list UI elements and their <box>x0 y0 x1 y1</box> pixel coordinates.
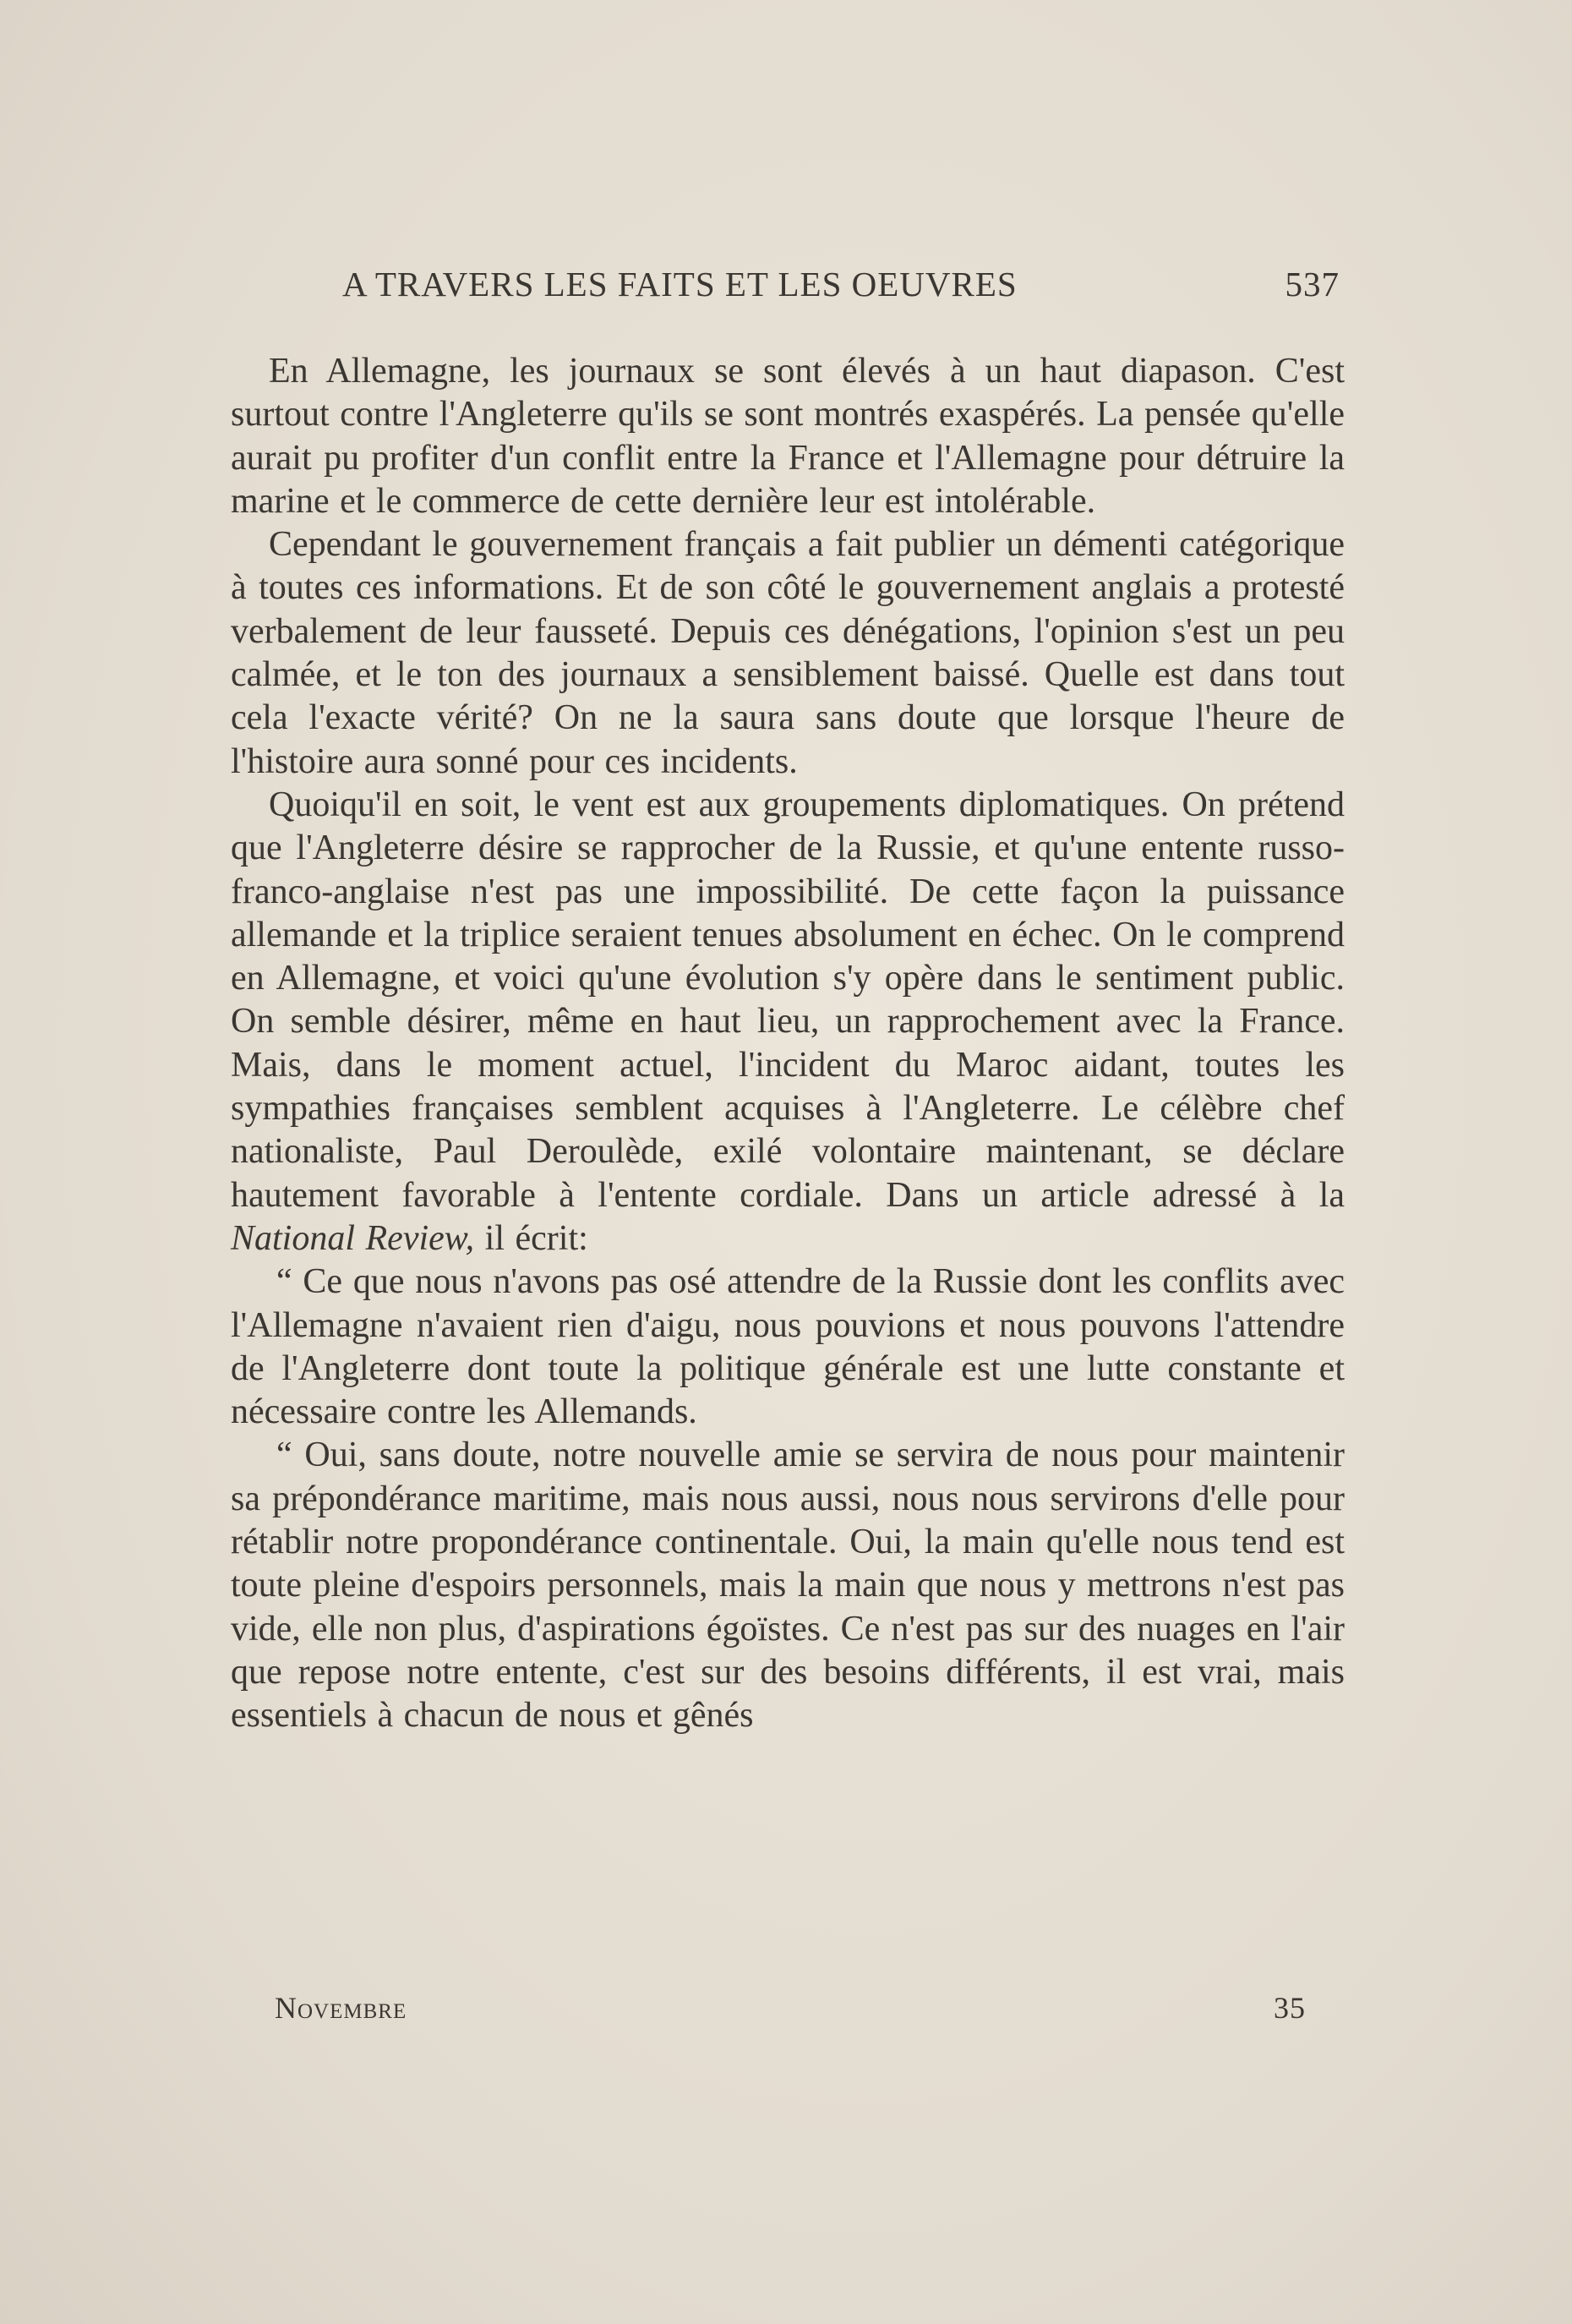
running-head <box>342 264 1340 314</box>
signature-mark: Novembre <box>275 1991 407 2025</box>
paragraph-2: Cependant le gouvernement français a fait publier un démenti catégorique à toutes ces informations. Et de son côté le gouvernement anglais a protesté verbalement de leur fausseté. Depuis ces dénégations, l'opinion s'est un peu calmée, et le ton des journaux a sensiblement baissé. Quelle est dans tout cela l'exacte vérité? On ne la saura sans doute que lorsque l'heure de l'histoire aura sonné pour ces incidents. <box>231 525 1345 781</box>
running-title: A TRAVERS LES FAITS ET LES OEUVRES <box>342 265 1018 303</box>
paragraph-1: En Allemagne, les journaux se sont élevés à un haut diapason. C'est surtout contre l'Angleterre qu'ils se sont montrés exaspérés. La pensée qu'elle aurait pu profiter d'un conflit entre la France et l'Allemagne pour détruire la marine et le commerce de cette dernière leur est intolérable. <box>231 352 1345 521</box>
quote-paragraph-2: “ Oui, sans doute, notre nouvelle amie se servira de nous pour maintenir sa prépondérance maritime, mais nous aussi, nous nous servirons d'elle pour rétablir notre propondérance continentale. Oui, la main qu'elle nous tend est toute pleine d'espoirs personnels, mais la main que nous y mettrons n'est pas vide, elle non plus, d'aspirations égoïstes. Ce n'est pas sur des nuages en l'air que repose notre entente, c'est sur des besoins différents, il est vrai, mais essentiels à chacun de nous et gênés <box>231 1435 1345 1736</box>
body-text <box>231 350 1345 1738</box>
page-number: 537 <box>1285 265 1340 303</box>
quote-paragraph-1: “ Ce que nous n'avons pas osé attendre de la Russie dont les conflits avec l'Allemagne n'avaient rien d'aigu, nous pouvions et nous pouvons l'attendre de l'Angleterre dont toute la politique générale est une lutte constante et nécessaire contre les Allemands. <box>231 1262 1345 1432</box>
sheet-number: 35 <box>1274 1991 1306 2025</box>
paragraph-3: Quoiqu'il en soit, le vent est aux groupements diplomatiques. On prétend que l'Angleterre désire se rapprocher de la Russie, et qu'une entente russo-franco-anglaise n'est pas une impossibilité. De cette façon la puissance allemande et la triplice seraient tenues absolument en échec. On le comprend en Allemagne, et voici qu'une évolution s'y opère dans le sentiment public. On semble désirer, même en haut lieu, un rapprochement avec la France. Mais, dans le moment actuel, l'incident du Maroc aidant, toutes les sympathies françaises semblent acquises à l'Angleterre. Le célèbre chef nationaliste, Paul Deroulède, exilé volontaire maintenant, se déclare hautement favorable à l'entente cordiale. Dans un article adressé à la National Review, il écrit: <box>231 785 1345 1258</box>
italic-title: National Review, <box>231 1218 475 1258</box>
